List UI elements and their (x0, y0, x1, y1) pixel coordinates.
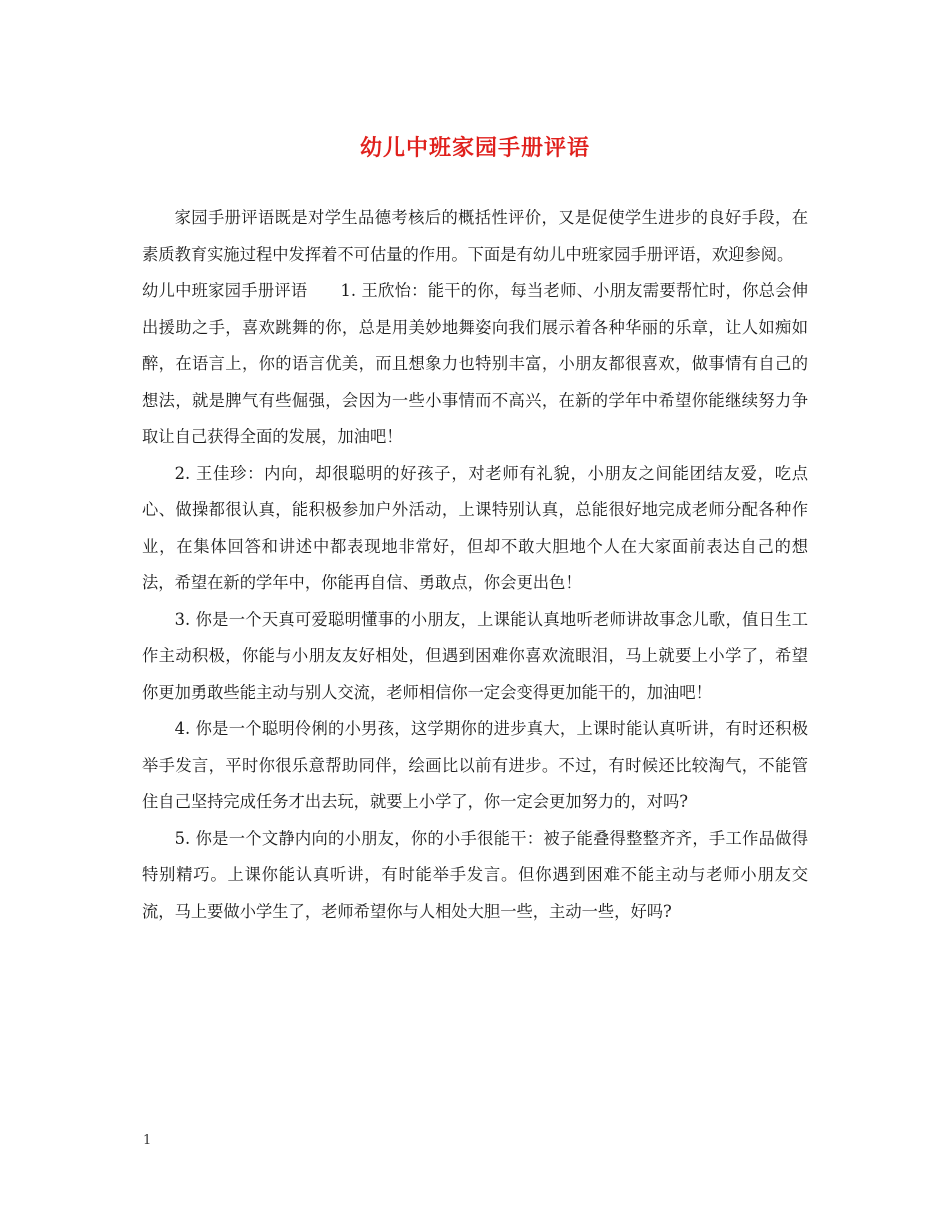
document-title: 幼儿中班家园手册评语 (359, 135, 590, 161)
comment-paragraph-3: 3. 你是一个天真可爱聪明懂事的小朋友，上课能认真地听老师讲故事念儿歌，值日生工作主动积极，你能与小朋友友好相处，但遇到困难你喜欢流眼泪，马上就要上小学了，希望你更加勇敢些能主动与别人交流，老师相信你一定会变得更加能干的，加油吧！ (142, 609, 808, 702)
document-body (142, 200, 808, 930)
comment-paragraph-1: 幼儿中班家园手册评语 1. 王欣怡：能干的你，每当老师、小朋友需要帮忙时，你总会伸出援助之手，喜欢跳舞的你，总是用美妙地舞姿向我们展示着各种华丽的乐章，让人如痴如醉，在语言上，你的语言优美，而且想象力也特别丰富，小朋友都很喜欢，做事情有自己的想法，就是脾气有些倔强，会因为一些小事情而不高兴，在新的学年中希望你能继续努力争取让自己获得全面的发展，加油吧！ (142, 281, 808, 446)
comment-paragraph-2: 2. 王佳珍：内向，却很聪明的好孩子，对老师有礼貌，小朋友之间能团结友爱，吃点心、做操都很认真，能积极参加户外活动，上课特别认真，总能很好地完成老师分配各种作业，在集体回答和讲述中都表现地非常好，但却不敢大胆地个人在大家面前表达自己的想法，希望在新的学年中，你能再自信、勇敢点，你会更出色！ (142, 463, 808, 592)
comment-paragraph-5: 5. 你是一个文静内向的小朋友，你的小手很能干：被子能叠得整整齐齐，手工作品做得特别精巧。上课你能认真听讲，有时能举手发言。但你遇到困难不能主动与老师小朋友交流，马上要做小学生了，老师希望你与人相处大胆一些，主动一些，好吗? (142, 828, 808, 921)
page-number: 1 (143, 1133, 152, 1148)
comment-paragraph-4: 4. 你是一个聪明伶俐的小男孩，这学期你的进步真大，上课时能认真听讲，有时还积极举手发言，平时你很乐意帮助同伴，绘画比以前有进步。不过，有时候还比较淘气，不能管住自己坚持完成任务才出去玩，就要上小学了，你一定会更加努力的，对吗? (142, 719, 808, 811)
intro-paragraph: 家园手册评语既是对学生品德考核后的概括性评价，又是促使学生进步的良好手段，在素质教育实施过程中发挥着不可估量的作用。下面是有幼儿中班家园手册评语，欢迎参阅。 (142, 208, 808, 264)
